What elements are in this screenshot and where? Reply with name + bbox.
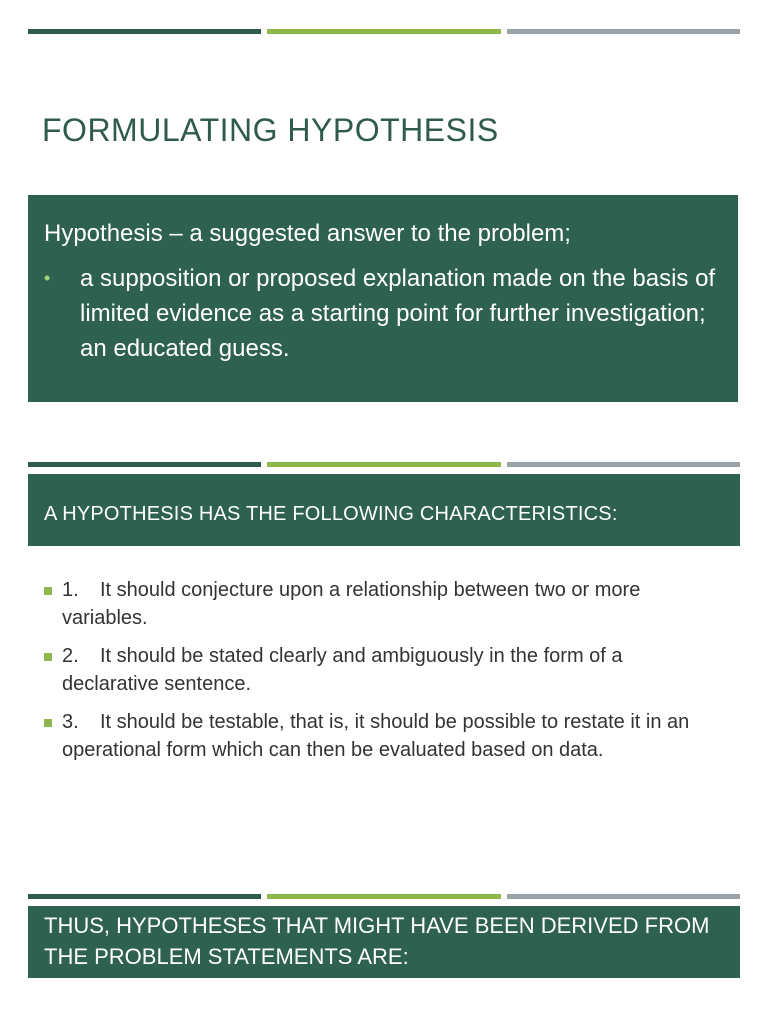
definition-bullet-text: a supposition or proposed explanation made on the basis of limited evidence as a starting point for further investigation; an educated guess. — [80, 265, 716, 362]
square-bullet-icon — [44, 587, 52, 595]
definition-bullet — [44, 261, 722, 366]
item-text: It should be stated clearly and ambiguously in the form of a declarative sentence. — [62, 645, 623, 695]
hypotheses-title: THUS, HYPOTHESES THAT MIGHT HAVE BEEN DERIVED FROM THE PROBLEM STATEMENTS ARE: — [44, 913, 710, 969]
definition-box — [28, 195, 738, 402]
item-number: 1. — [62, 579, 79, 601]
accent-segment-green — [267, 462, 500, 467]
slide-title: FORMULATING HYPOTHESIS — [42, 112, 499, 148]
accent-bar-slide3 — [28, 894, 740, 899]
accent-segment-gray — [507, 29, 740, 34]
definition-lead: Hypothesis – a suggested answer to the problem; — [44, 220, 571, 247]
accent-segment-dark — [28, 29, 261, 34]
accent-segment-gray — [507, 462, 740, 467]
square-bullet-icon — [44, 719, 52, 727]
accent-segment-green — [267, 894, 500, 899]
list-item — [42, 576, 722, 632]
characteristics-header — [28, 474, 740, 546]
accent-bar-slide2 — [28, 462, 740, 467]
item-text: It should conjecture upon a relationship between two or more variables. — [62, 579, 641, 629]
accent-bar-top — [28, 29, 740, 34]
accent-segment-green — [267, 29, 500, 34]
list-item — [42, 708, 722, 764]
list-item — [42, 642, 722, 698]
item-text: It should be testable, that is, it should be possible to restate it in an operational form which can then be evaluated based on data. — [62, 711, 690, 761]
characteristics-list — [42, 576, 722, 774]
item-number: 3. — [62, 711, 79, 733]
item-number: 2. — [62, 645, 79, 667]
accent-segment-dark — [28, 894, 261, 899]
square-bullet-icon — [44, 653, 52, 661]
characteristics-title: A HYPOTHESIS HAS THE FOLLOWING CHARACTERISTICS: — [44, 502, 618, 525]
accent-segment-dark — [28, 462, 261, 467]
hypotheses-header — [28, 906, 740, 978]
accent-segment-gray — [507, 894, 740, 899]
bullet-dot-icon: • — [44, 268, 51, 288]
